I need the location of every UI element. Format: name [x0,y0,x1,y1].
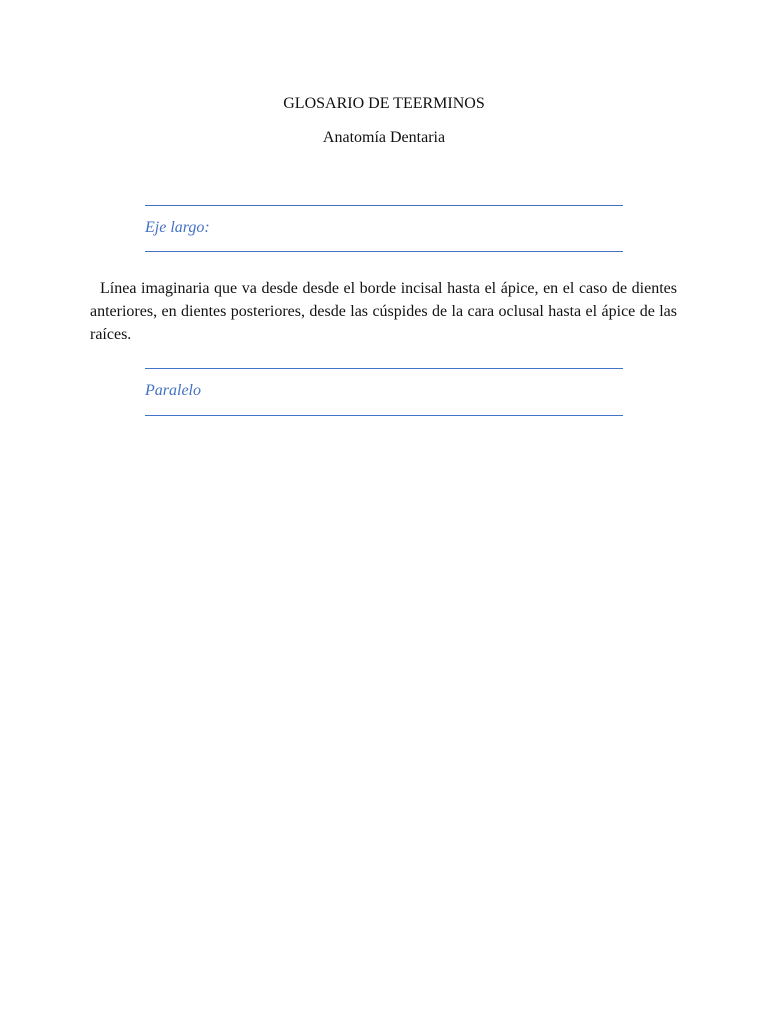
document-title: GLOSARIO DE TEERMINOS [283,95,485,112]
glossary-term-heading [145,205,623,252]
term-label: Eje largo: [145,219,210,236]
term-definition: Línea imaginaria que va desde desde el borde incisal hasta el ápice, en el caso de dientes anteriores, en dientes posteriores, desde las cúspides de la cara oclusal hasta el ápice de las raíces. [90,280,677,343]
document-subtitle: Anatomía Dentaria [322,129,446,146]
term-label: Paralelo [145,382,201,399]
glossary-term-heading [145,368,623,416]
